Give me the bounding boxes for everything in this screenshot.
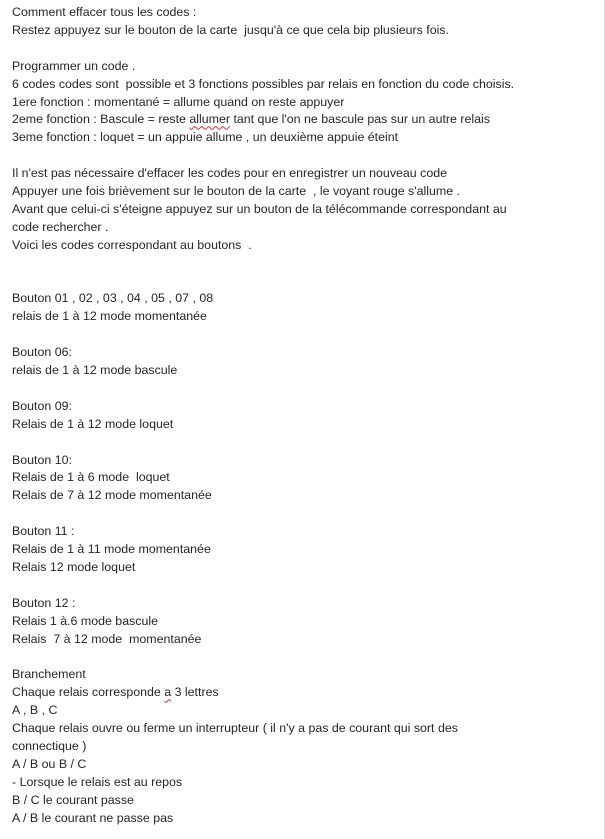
spacer xyxy=(12,434,604,452)
spacer xyxy=(12,380,604,398)
wiring-line: A / B ou B / C xyxy=(12,756,87,771)
button-group-line: relais de 1 à 12 mode momentanée xyxy=(12,309,207,324)
register-line: Voici les codes correspondant au boutons . xyxy=(12,237,252,252)
spacer xyxy=(12,648,604,666)
wiring-line: A , B , C xyxy=(12,703,58,718)
spacer xyxy=(12,40,604,58)
program-code-line: 6 codes codes sont possible et 3 fonctions possibles par relais en fonction du code choisis. xyxy=(12,76,515,91)
button-group-title: Bouton 06: xyxy=(12,345,72,360)
function-2-text-c: tant que l'on ne bascule pas sur un autre relais xyxy=(230,112,490,127)
button-group-title: Bouton 01 , 02 , 03 , 04 , 05 , 07 , 08 xyxy=(12,291,214,306)
wiring-line: Chaque relais ouvre ou ferme un interrupteur ( il n'y a pas de courant qui sort des xyxy=(12,721,458,736)
function-2-line xyxy=(12,111,604,129)
button-group-line: relais de 1 à 12 mode bascule xyxy=(12,363,178,378)
spellcheck-word: allumer xyxy=(189,112,230,127)
erase-codes-title: Comment effacer tous les codes : xyxy=(12,5,197,19)
wiring-line: A / B le courant ne passe pas xyxy=(12,810,174,825)
button-group-title: Bouton 09: xyxy=(12,398,72,413)
button-group-line: Relais de 1 à 11 mode momentanée xyxy=(12,542,211,557)
function-2-text-a: 2eme fonction : Bascule = reste xyxy=(12,112,190,127)
spacer xyxy=(12,255,604,273)
wiring-line xyxy=(12,684,604,702)
spacer xyxy=(12,273,604,291)
button-group-line: Relais 7 à 12 mode momentanée xyxy=(12,631,202,646)
button-group-line: Relais de 1 à 12 mode loquet xyxy=(12,416,174,431)
wiring-line: connectique ) xyxy=(12,739,87,753)
wiring-text-c: 3 lettres xyxy=(171,685,219,700)
wiring-title: Branchement xyxy=(12,667,86,682)
register-line: Avant que celui-ci s'éteigne appuyez sur un bouton de la télécommande correspondant au xyxy=(12,201,507,216)
button-group-title: Bouton 10: xyxy=(12,452,72,467)
erase-codes-instruction: Restez appuyez sur le bouton de la carte jusqu'à ce que cela bip plusieurs fois. xyxy=(12,22,449,37)
register-line: Appuyer une fois brièvement sur le bouton de la carte , le voyant rouge s'allume . xyxy=(12,184,460,199)
button-group-line: Relais 1 à.6 mode bascule xyxy=(12,613,159,628)
button-group-line: Relais 12 mode loquet xyxy=(12,559,136,574)
spacer xyxy=(12,147,604,165)
program-code-title: Programmer un code . xyxy=(12,58,136,73)
wiring-line: - Lorsque le relais est au repos xyxy=(12,774,183,789)
button-group-title: Bouton 11 : xyxy=(12,524,75,539)
spacer xyxy=(12,577,604,595)
wiring-text-a: Chaque relais corresponde xyxy=(12,685,165,700)
button-group-title: Bouton 12 : xyxy=(12,595,76,610)
function-3-line: 3eme fonction : loquet = un appuie allume , un deuxième appuie éteint xyxy=(12,130,399,145)
button-group-line: Relais de 7 à 12 mode momentanée xyxy=(12,488,212,503)
spacer xyxy=(12,326,604,344)
function-1-line: 1ere fonction : momentané = allume quand on reste appuyer xyxy=(12,94,345,109)
spacer xyxy=(12,505,604,523)
spellcheck-word: a xyxy=(164,685,172,700)
register-line: code rechercher . xyxy=(12,219,109,234)
register-line: Il n'est pas nécessaire d'effacer les codes pour en enregistrer un nouveau code xyxy=(12,166,448,181)
wiring-line: B / C le courant passe xyxy=(12,792,134,807)
button-group-line: Relais de 1 à 6 mode loquet xyxy=(12,470,170,485)
